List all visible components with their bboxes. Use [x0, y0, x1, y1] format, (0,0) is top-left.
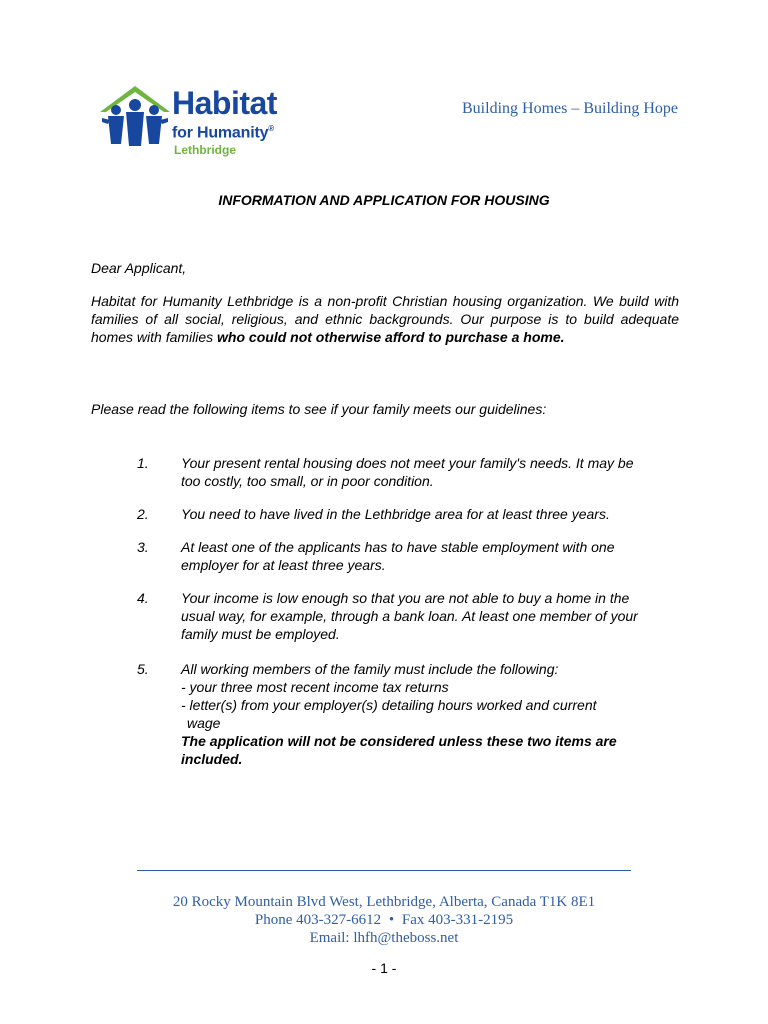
footer-separator: • — [388, 912, 395, 928]
guideline-item: Your present rental housing does not meet your family's needs. It may be too costly, too small, or in poor condition. — [181, 455, 634, 489]
footer-divider — [137, 870, 631, 871]
logo-name: Habitat — [172, 85, 277, 121]
intro-bold: who could not otherwise afford to purchase a home. — [217, 329, 565, 345]
item-number: 5. — [137, 661, 149, 677]
page-number: - 1 - — [371, 960, 397, 976]
guideline-item: You need to have lived in the Lethbridge area for at least three years. — [181, 506, 610, 522]
requirement-line: wage — [187, 715, 221, 731]
item-number: 3. — [137, 539, 149, 555]
footer-contact — [0, 911, 768, 929]
guideline-item — [181, 660, 641, 768]
footer-address: 20 Rocky Mountain Blvd West, Lethbridge, Alberta, Canada T1K 8E1 — [172, 894, 596, 910]
guidelines-lead: Please read the following items to see if your family meets our guidelines: — [91, 401, 547, 417]
item-number: 1. — [137, 455, 149, 471]
footer-fax: Fax 403-331-2195 — [401, 912, 514, 928]
requirement-warning: The application will not be considered unless these two items are included. — [181, 733, 617, 767]
habitat-house-people-icon — [98, 84, 172, 148]
requirement-line: - letter(s) from your employer(s) detailing hours worked and current — [181, 697, 597, 713]
tagline: Building Homes – Building Hope — [462, 100, 678, 117]
logo-city: Lethbridge — [174, 143, 236, 158]
document-title: INFORMATION AND APPLICATION FOR HOUSING — [218, 192, 550, 208]
guideline-text: All working members of the family must include the following: — [181, 661, 559, 677]
guideline-item: At least one of the applicants has to have stable employment with one employer for at least three years. — [181, 539, 615, 573]
salutation: Dear Applicant, — [91, 260, 187, 276]
item-number: 4. — [137, 590, 149, 606]
footer-phone: Phone 403-327-6612 — [254, 912, 382, 928]
item-number: 2. — [137, 506, 149, 522]
footer-email: Email: lhfh@theboss.net — [309, 930, 459, 946]
logo-subname: for Humanity® — [172, 124, 274, 142]
intro-paragraph: Habitat for Humanity Lethbridge is a non-profit Christian housing organization. We build with families of all social, religious, and ethnic backgrounds. Our purpose is to build adequate homes with families who could not otherwise afford to purchase a home. — [91, 293, 679, 345]
requirement-line: - your three most recent income tax returns — [181, 679, 449, 695]
guideline-item: Your income is low enough so that you are not able to buy a home in the usual way, for example, through a bank loan. At least one member of your family must be employed. — [181, 590, 638, 642]
habitat-logo — [88, 70, 318, 180]
